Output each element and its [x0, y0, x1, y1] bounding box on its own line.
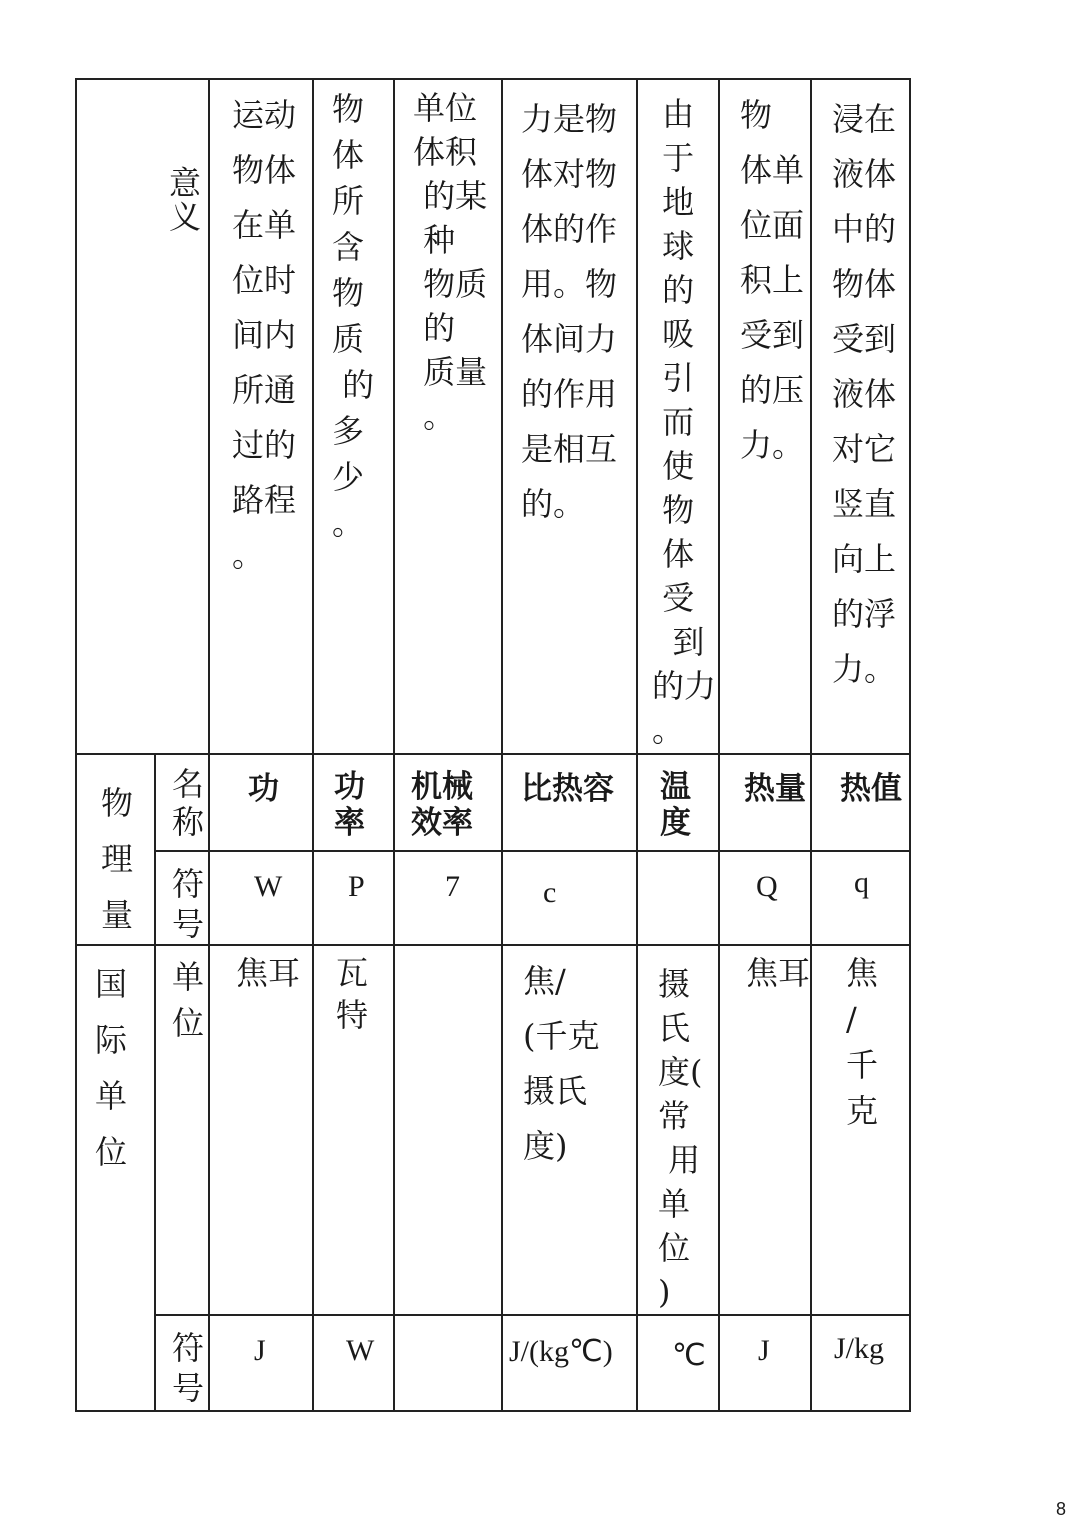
- meaning-cell-work: 运动 物体 在单 位时 间内 所通 过的 路程 。: [209, 79, 313, 754]
- meaning-row: [76, 79, 910, 754]
- meaning-label: 意 义: [169, 164, 202, 236]
- unit-symbol-cell-work: J: [209, 1315, 313, 1411]
- symbol-cell-efficiency: 7: [394, 851, 502, 945]
- meaning-cell-mass: 物 体 所 含 物 质 的 多少 。: [313, 79, 394, 754]
- unit-cell-heat: 焦耳: [719, 945, 811, 1315]
- name-label-cell: 名 称: [155, 754, 209, 851]
- symbol-label-cell: 符 号: [155, 851, 209, 945]
- unit-cell-efficiency: [394, 945, 502, 1315]
- unit-cell-temperature: 摄 氏 度( 常 用 单位 ): [637, 945, 719, 1315]
- meaning-label-cell: [76, 79, 209, 754]
- quantity-symbol-row: [76, 851, 910, 945]
- unit-symbol-label-cell: 符 号: [155, 1315, 209, 1411]
- si-unit-group-cell: [76, 945, 155, 1411]
- meaning-cell-buoyancy: 浸在 液体 中的 物体 受到 液体 对它 竖直 向上 的浮 力。: [811, 79, 910, 754]
- name-cell-heat-value: 热值: [811, 754, 910, 851]
- meaning-cell-density: 单位 体积 的某 种 物质 的 质量 。: [394, 79, 502, 754]
- physics-quantities-table: [75, 78, 911, 1412]
- unit-cell-work: 焦耳: [209, 945, 313, 1315]
- meaning-cell-gravity: 由 于 地 球 的 吸 引 而 使 物 体 受 到 的力 。: [637, 79, 719, 754]
- meaning-cell-force: 力是物 体对物 体的作 用。物 体间力 的作用 是相互 的。: [502, 79, 637, 754]
- si-unit-label: 国 际 单 位: [95, 965, 128, 1171]
- unit-symbol-cell-specific-heat: J/(kg℃): [502, 1315, 637, 1411]
- unit-symbol-cell-heat-value: J/kg: [811, 1315, 910, 1411]
- page-number: 8: [1055, 1499, 1066, 1519]
- physical-quantity-group-cell: [76, 754, 155, 945]
- unit-symbol-row: [76, 1315, 910, 1411]
- unit-symbol-cell-temperature: ℃: [637, 1315, 719, 1411]
- name-cell-specific-heat: 比热容: [502, 754, 637, 851]
- unit-cell-power: 瓦 特: [313, 945, 394, 1315]
- unit-name-row: [76, 945, 910, 1315]
- symbol-cell-heat: Q: [719, 851, 811, 945]
- unit-cell-heat-value: 焦 / 千 克: [811, 945, 910, 1315]
- name-cell-efficiency: 机械 效率: [394, 754, 502, 851]
- symbol-cell-power: P: [313, 851, 394, 945]
- unit-label-cell: 单 位: [155, 945, 209, 1315]
- physical-quantity-label: 物 理 量: [101, 784, 134, 934]
- symbol-cell-specific-heat: c: [502, 851, 637, 945]
- quantity-name-row: [76, 754, 910, 851]
- unit-symbol-cell-efficiency: [394, 1315, 502, 1411]
- meaning-cell-pressure: 物 体单 位面 积上 受到 的压 力。: [719, 79, 811, 754]
- symbol-cell-heat-value: q: [811, 851, 910, 945]
- unit-symbol-cell-heat: J: [719, 1315, 811, 1411]
- unit-cell-specific-heat: 焦/ (千克 摄氏 度): [502, 945, 637, 1315]
- symbol-cell-temperature: [637, 851, 719, 945]
- name-cell-heat: 热量: [719, 754, 811, 851]
- name-cell-power: 功 率: [313, 754, 394, 851]
- name-cell-work: 功: [209, 754, 313, 851]
- unit-symbol-cell-power: W: [313, 1315, 394, 1411]
- name-cell-temperature: 温 度: [637, 754, 719, 851]
- symbol-cell-work: W: [209, 851, 313, 945]
